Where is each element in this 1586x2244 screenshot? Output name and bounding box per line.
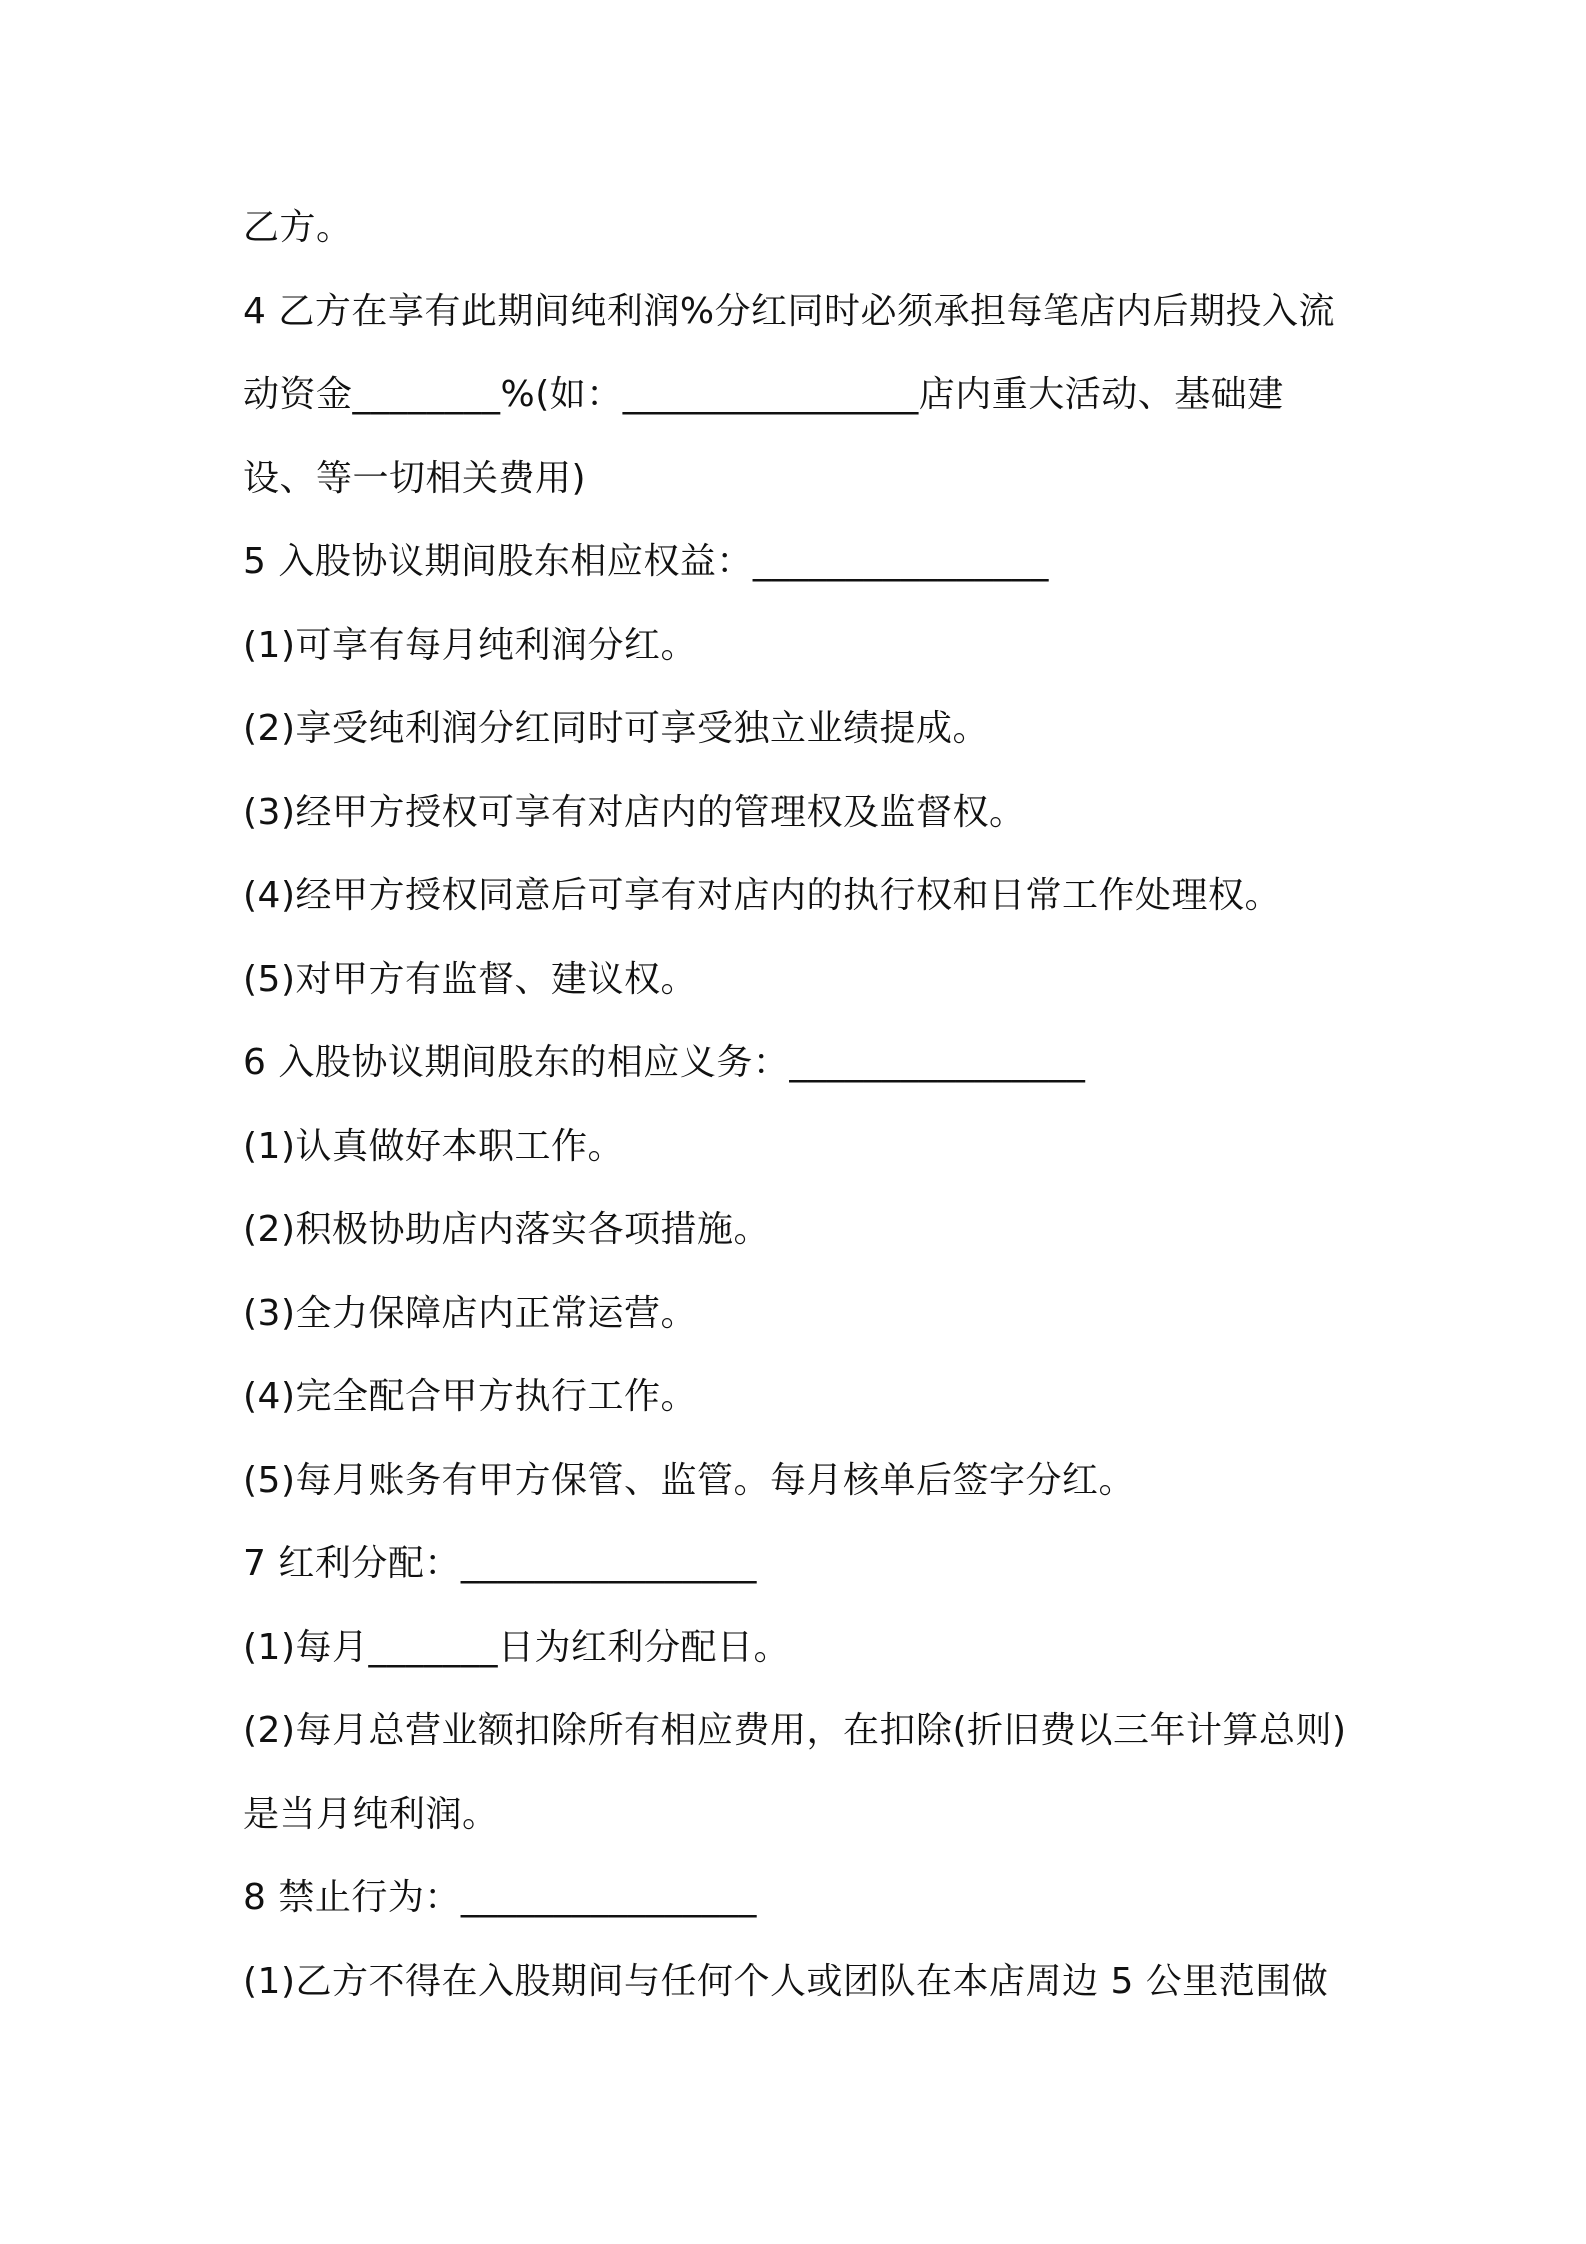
text-line: (5)对甲方有监督、建议权。: [243, 959, 697, 1000]
text-line: (3)全力保障店内正常运营。: [243, 1293, 697, 1334]
text-line: (4)完全配合甲方执行工作。: [243, 1376, 697, 1417]
text-line: (2)积极协助店内落实各项措施。: [243, 1209, 770, 1250]
text-line: 6 入股协议期间股东的相应义务：________________: [243, 1042, 1086, 1083]
text-line: 是当月纯利润。: [243, 1794, 499, 1835]
text-line: (1)可享有每月纯利润分红。: [243, 625, 697, 666]
text-line: 4 乙方在享有此期间纯利润%分红同时必须承担每笔店内后期投入流: [243, 291, 1336, 332]
text-line: (5)每月账务有甲方保管、监管。每月核单后签字分红。: [243, 1460, 1135, 1501]
text-line: 设、等一切相关费用): [243, 458, 587, 499]
text-line: (1)认真做好本职工作。: [243, 1126, 624, 1167]
text-line: (3)经甲方授权可享有对店内的管理权及监督权。: [243, 792, 1026, 833]
text-line: (2)享受纯利润分红同时可享受独立业绩提成。: [243, 708, 989, 749]
text-line: (1)乙方不得在入股期间与任何个人或团队在本店周边 5 公里范围做: [243, 1961, 1329, 2002]
text-line: 乙方。: [243, 207, 353, 248]
text-line: 动资金________%(如：________________店内重大活动、基础建: [243, 374, 1284, 415]
text-line: (4)经甲方授权同意后可享有对店内的执行权和日常工作处理权。: [243, 875, 1281, 916]
text-line: (1)每月_______日为红利分配日。: [243, 1627, 790, 1668]
text-line: 8 禁止行为：________________: [243, 1877, 757, 1918]
text-line: 5 入股协议期间股东相应权益：________________: [243, 541, 1049, 582]
text-line: (2)每月总营业额扣除所有相应费用，在扣除(折旧费以三年计算总则): [243, 1710, 1347, 1751]
text-line: 7 红利分配：________________: [243, 1543, 757, 1584]
